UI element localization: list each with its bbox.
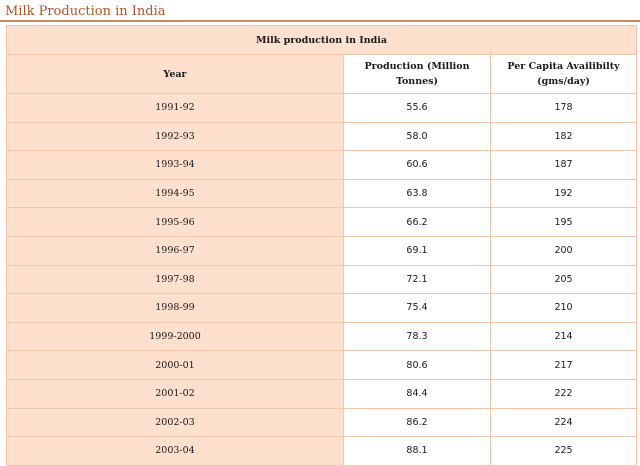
table-row: [7, 294, 637, 323]
year-cell: 1998-99: [7, 294, 344, 323]
production-cell: 58.0: [344, 122, 491, 151]
per-capita-cell: 178: [491, 94, 637, 123]
year-column-header: Year: [7, 55, 344, 94]
table-row: [7, 322, 637, 351]
per-capita-column-header: Per Capita Availibilty (gms/day): [491, 55, 637, 94]
production-cell: 55.6: [344, 94, 491, 123]
title-divider: [0, 20, 640, 22]
page-title: Milk Production in India: [5, 4, 166, 19]
table-caption: Milk production in India: [7, 26, 637, 55]
per-capita-cell: 182: [491, 122, 637, 151]
table-row: [7, 351, 637, 380]
table-row: [7, 236, 637, 265]
production-cell: 60.6: [344, 151, 491, 180]
per-capita-cell: 214: [491, 322, 637, 351]
year-cell: 1999-2000: [7, 322, 344, 351]
table-row: [7, 379, 637, 408]
production-cell: 63.8: [344, 179, 491, 208]
table-row: [7, 408, 637, 437]
table-header-row: [7, 55, 637, 94]
per-capita-cell: 224: [491, 408, 637, 437]
table-caption-row: [7, 26, 637, 55]
per-capita-cell: 222: [491, 379, 637, 408]
year-cell: 1996-97: [7, 236, 344, 265]
per-capita-cell: 210: [491, 294, 637, 323]
milk-production-table: [6, 25, 637, 466]
year-cell: 1993-94: [7, 151, 344, 180]
table-row: [7, 151, 637, 180]
production-cell: 72.1: [344, 265, 491, 294]
year-cell: 2002-03: [7, 408, 344, 437]
production-cell: 84.4: [344, 379, 491, 408]
table-row: [7, 94, 637, 123]
table-row: [7, 179, 637, 208]
per-capita-cell: 225: [491, 437, 637, 466]
production-cell: 75.4: [344, 294, 491, 323]
per-capita-cell: 187: [491, 151, 637, 180]
table-row: [7, 208, 637, 237]
year-cell: 2001-02: [7, 379, 344, 408]
year-cell: 1994-95: [7, 179, 344, 208]
year-cell: 2000-01: [7, 351, 344, 380]
production-cell: 66.2: [344, 208, 491, 237]
production-cell: 78.3: [344, 322, 491, 351]
year-cell: 1992-93: [7, 122, 344, 151]
per-capita-cell: 205: [491, 265, 637, 294]
table-row: [7, 122, 637, 151]
production-cell: 86.2: [344, 408, 491, 437]
per-capita-cell: 192: [491, 179, 637, 208]
production-cell: 69.1: [344, 236, 491, 265]
production-cell: 80.6: [344, 351, 491, 380]
production-column-header: Production (Million Tonnes): [344, 55, 491, 94]
year-cell: 1995-96: [7, 208, 344, 237]
per-capita-cell: 200: [491, 236, 637, 265]
year-cell: 1991-92: [7, 94, 344, 123]
per-capita-cell: 195: [491, 208, 637, 237]
production-cell: 88.1: [344, 437, 491, 466]
table-row: [7, 265, 637, 294]
table-row: [7, 437, 637, 466]
year-cell: 1997-98: [7, 265, 344, 294]
table-body: [7, 94, 637, 466]
per-capita-cell: 217: [491, 351, 637, 380]
year-cell: 2003-04: [7, 437, 344, 466]
